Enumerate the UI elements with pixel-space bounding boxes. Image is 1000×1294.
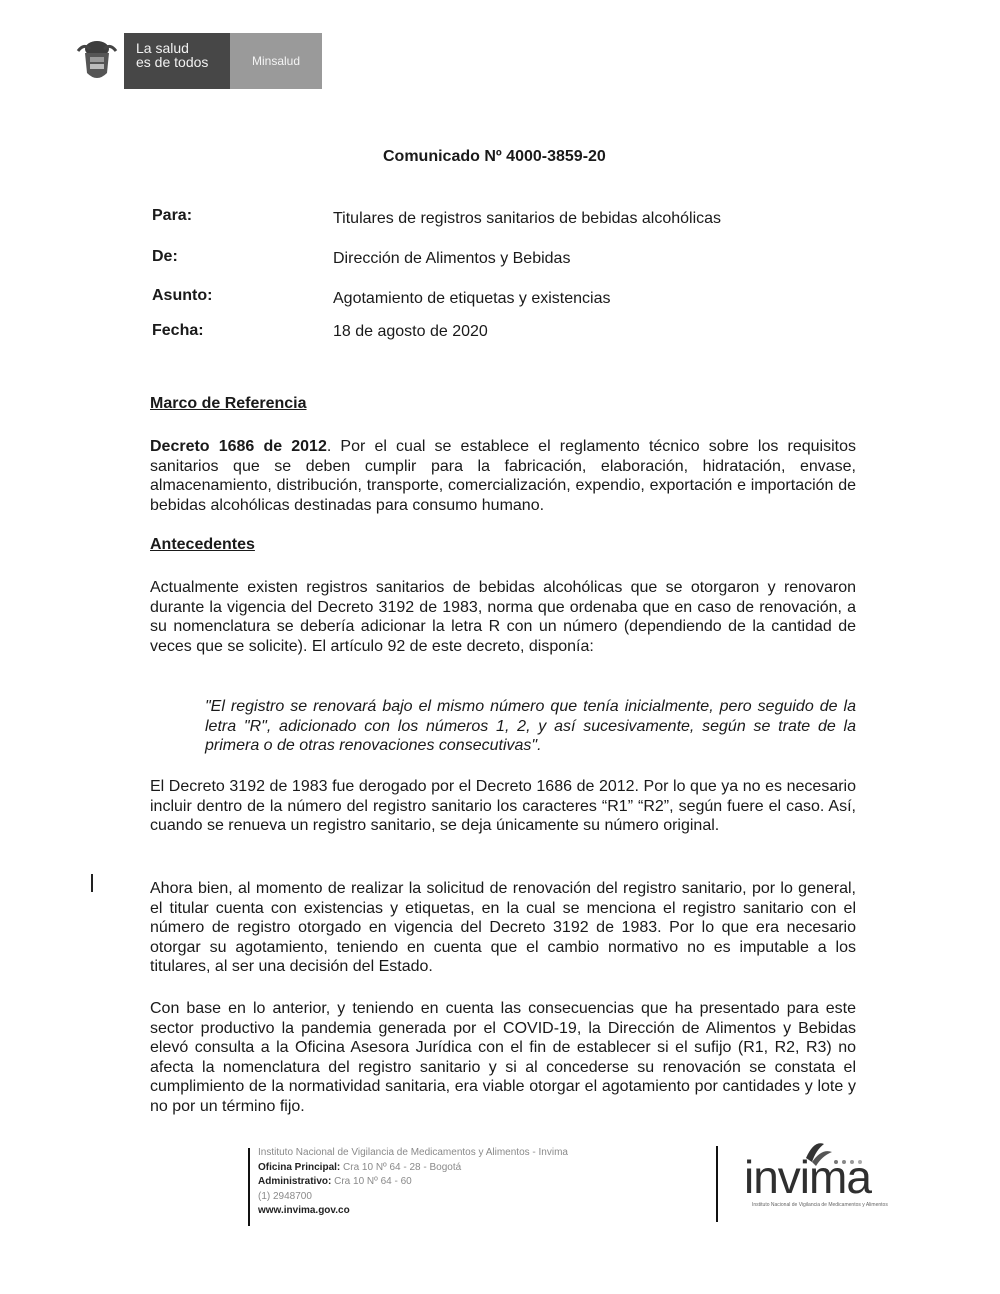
footer-divider-left [248, 1148, 250, 1226]
footer-admin-label: Administrativo: [258, 1176, 332, 1187]
decree-reference: Decreto 1686 de 2012 [150, 438, 327, 455]
invima-tagline: Instituto Nacional de Vigilancia de Medicamentos y Alimentos [752, 1202, 888, 1208]
field-value-de: Dirección de Alimentos y Bebidas [333, 250, 571, 267]
footer-website: www.invima.gov.co [258, 1205, 350, 1216]
field-value-para: Titulares de registros sanitarios de bebidas alcohólicas [333, 210, 722, 227]
ministry-name: Minsalud [230, 33, 322, 89]
footer-main-office-address: Cra 10 Nº 64 - 28 - Bogotá [343, 1161, 462, 1173]
heading-marco-referencia: Marco de Referencia [150, 395, 307, 412]
minsalud-logo [76, 33, 322, 89]
footer-divider-right [716, 1146, 718, 1222]
paragraph-marco [150, 437, 856, 515]
paragraph-antecedentes-1: Actualmente existen registros sanitarios de bebidas alcohólicas que se otorgaron y renovaron durante la vigencia del Decreto 3192 de 1983, norma que ordenaba que en caso de renovación, a su nomenclatura se debería adicionar la letra R con un número (dependiendo de la cantidad de veces que se solicite). El artículo 92 de este decreto, disponía: [150, 579, 856, 655]
footer-contact [258, 1146, 568, 1219]
slogan-box [124, 33, 322, 89]
paragraph-antecedentes-4: Con base en lo anterior, y teniendo en cuenta las consecuencias que ha presentado para este sector productivo la pandemia generada por el COVID-19, la Dirección de Alimentos y Bebidas elevó consulta a la Oficina Asesora Jurídica con el fin de establecer si el sufijo (R1, R2, R3) no afecta la nomenclatura del registro sanitario y si al concederse su renovación se constata el cumplimiento de la normatividad sanitaria, era viable otorgar el agotamiento por cantidades y lote y no por un término fijo. [150, 1000, 856, 1115]
footer-institute: Instituto Nacional de Vigilancia de Medicamentos y Alimentos - Invima [258, 1147, 568, 1158]
slogan-line-2: es de todos [136, 54, 209, 70]
field-label-para: Para: [152, 207, 193, 224]
paragraph-antecedentes-2: El Decreto 3192 de 1983 fue derogado por el Decreto 1686 de 2012. Por lo que ya no es necesario incluir dentro de la número del registro sanitario los caracteres “R1” “R2”, según fuere el caso. Así, cuando se renueva un registro sanitario, se deja únicamente su número original. [150, 778, 856, 834]
slogan-line-1: La salud [136, 40, 189, 56]
field-label-asunto: Asunto: [152, 287, 213, 304]
document-title: Comunicado Nº 4000-3859-20 [383, 148, 606, 165]
field-value-asunto: Agotamiento de etiquetas y existencias [333, 290, 611, 307]
heading-antecedentes: Antecedentes [150, 536, 255, 553]
footer-admin-office [258, 1175, 568, 1190]
colombia-crest-icon [76, 37, 118, 85]
margin-mark [91, 874, 93, 892]
footer-main-office-label: Oficina Principal: [258, 1161, 341, 1173]
quote-article-92: "El registro se renovará bajo el mismo número que tenía inicialmente, pero seguido de la letra "R", adicionado con los números 1, 2, y así sucesivamente, según se trate de la primera o de otras renovaciones consecutivas". [205, 698, 856, 754]
paragraph-antecedentes-3: Ahora bien, al momento de realizar la solicitud de renovación del registro sanitario, por lo general, el titular cuenta con existencias y etiquetas, en la cual se menciona el registro sanitario con el número de registro otorgado en vigencia del Decreto 3192 de 1983. Por lo que era necesario otorgar su agotamiento, teniendo en cuenta que el cambio normativo no es imputable a los titulares, al ser una decisión del Estado. [150, 880, 856, 975]
slogan-text [124, 33, 230, 89]
invima-wordmark: invima [744, 1151, 871, 1203]
field-label-de: De: [152, 248, 178, 265]
footer-phone: (1) 2948700 [258, 1190, 312, 1202]
footer-main-office [258, 1161, 568, 1176]
footer-admin-address: Cra 10 Nº 64 - 60 [334, 1176, 412, 1187]
field-label-fecha: Fecha: [152, 322, 204, 339]
decree-description: . Por el cual se establece el reglamento técnico sobre los requisitos sanitarios que se deben cumplir para la fabricación, elaboración, hidratación, envase, almacenamiento, distribución, transporte, comercialización, expendio, exportación e importación de bebidas alcohólicas destinadas para consumo humano. [150, 438, 856, 514]
field-value-fecha: 18 de agosto de 2020 [333, 323, 488, 340]
